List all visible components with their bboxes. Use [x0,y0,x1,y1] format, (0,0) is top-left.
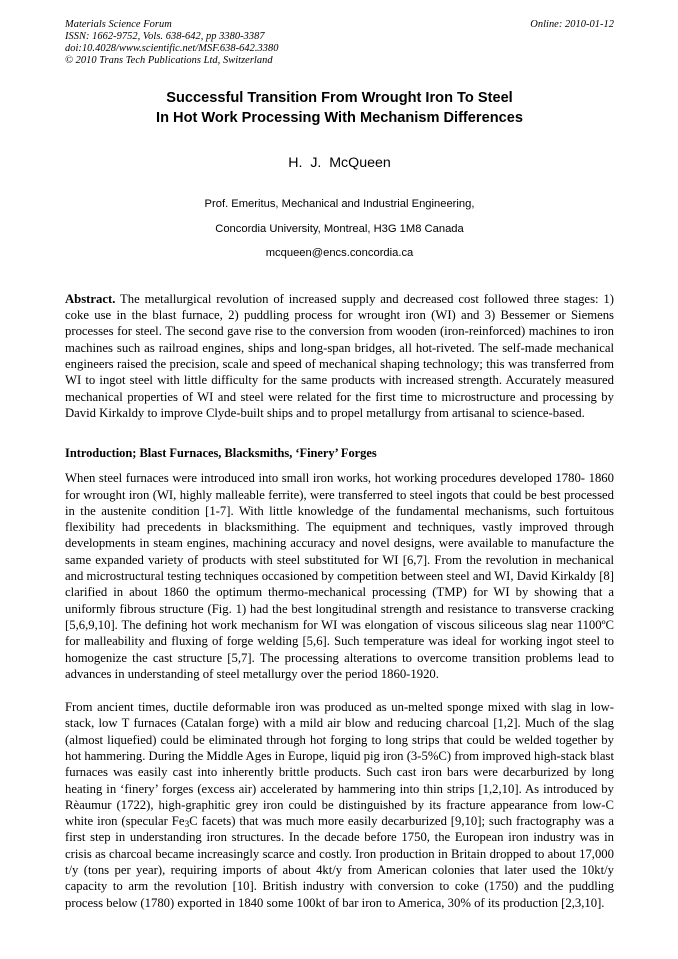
body-paragraph-2 [65,699,614,911]
journal-doi-line: doi:10.4028/www.scientific.net/MSF.638-642.3380 [65,43,279,55]
section-heading-introduction: Introduction; Blast Furnaces, Blacksmiths, ‘Finery’ Forges [65,446,377,461]
online-date: Online: 2010-01-12 [530,19,614,30]
author-affiliation [65,192,614,266]
title-line-2: In Hot Work Processing With Mechanism Differences [156,109,523,126]
page-content [65,0,614,911]
body-paragraph-2-part-b: C facets) that was much more easily decarburized [9,10]; such fractography was a first step in understanding iron structures. In the decade before 1750, the European iron industry was in crisis as charcoal became increasingly scarce and costly. Iron production in Britain dropped to about 17,000 t/y (tons per year), requiring imports of about 4kt/y from American colonies that later used the 10kt/y capacity to arm the revolution [10]. British industry with conversion to coke (1750) and the puddling process below (1780) exported in 1840 some 100kt of bar iron to America, 30% of its production [2,3,10]. [65,814,614,910]
abstract-label: Abstract. [65,291,116,306]
journal-header [65,0,614,67]
author-name: H. J. McQueen [288,155,391,172]
body-paragraph-2-part-a: From ancient times, ductile deformable iron was produced as un-melted sponge mixed with slag in low-stack, low T furnaces (Catalan forge) with a mild air blow and reducing charcoal [1,2]. Much of the slag (almost liquefied) could be eliminated through hot forging to long strips that could be welded together by hot hammering. During the Middle Ages in Europe, liquid pig iron (3-5%C) from improved high-stack blast furnaces was easily cast into inherently brittle products. Such cast iron bars were decarburized by long heating in ‘finery’ forges (excess air) accelerated by hammering into thin strips [1,2,10]. As introduced by Rèaumur (1722), high-graphitic grey iron could be distinguished by its fracture appearance from low-C white iron (specular Fe [65,700,614,829]
journal-issn-line: ISSN: 1662-9752, Vols. 638-642, pp 3380-3387 [65,31,265,43]
journal-name: Materials Science Forum [65,19,172,30]
affiliation-line-2: Concordia University, Montreal, H3G 1M8 Canada [215,222,464,235]
journal-copyright-line: © 2010 Trans Tech Publications Ltd, Switzerland [65,55,273,67]
title-line-1: Successful Transition From Wrought Iron To Steel [166,90,513,107]
affiliation-line-1: Prof. Emeritus, Mechanical and Industrial Engineering, [204,198,475,211]
body-paragraph-1: When steel furnaces were introduced into small iron works, hot working procedures developed 1780- 1860 for wrought iron (WI, highly malleable ferrite), were transferred to steel ingots that could be best processed in the austenite condition [1-7]. With little knowledge of the fundamental mechanisms, such fortuitous flexibility had precedents in blacksmithing. The equipment and techniques, vastly improved through developments in steam engines, machining accuracy and novel designs, were available to manufacture the same expanded variety of products with steel substituted for WI [6,7]. From the revolution in mechanical and microstructural testing techniques occasioned by competition between steel and WI, David Kirkaldy [8] clarified in about 1860 the optimum thermo-mechanical processing (TMP) for WI by showing that a uniformly fibrous structure (Fig. 1) had the best longitudinal strength and resistance to transverse cracking [5,6,9,10]. The defining hot work mechanism for WI was elongation of viscous siliceous slag near 1100ºC for malleability and fluxing of forge welding [5,6]. Such temperature was ideal for working ingot steel to homogenize the cast structure [5,7]. The processing alterations to overcome transition problems lead to advances in understanding of steel metallurgy over the period 1860-1920. [65,471,614,681]
page-title [65,89,614,128]
abstract-text: The metallurgical revolution of increased supply and decreased cost followed three stages: 1) coke use in the blast furnace, 2) puddling process for wrought iron (WI) and 3) Bessemer or Siemens processes for steel. The second gave rise to the conversion from wooden (iron-reinforced) machines to iron machines such as railroad engines, ships and long-span bridges, all hot-riveted. The self-made mechanical engineers raised the precision, scale and speed of mechanical shaping technology; this was transferred from WI to ingot steel with little difficulty for the same products with increased strength. Accurately measured mechanical properties of WI and steel were related for the first time to microstructure and processing by David Kirkaldy to improve Clyde-built ships and to propel metallurgy from artisanal to science-based. [65,291,614,420]
cementite-subscript: 3 [184,820,190,831]
author-email: mcqueen@encs.concordia.ca [265,247,414,260]
abstract-paragraph [65,291,614,421]
